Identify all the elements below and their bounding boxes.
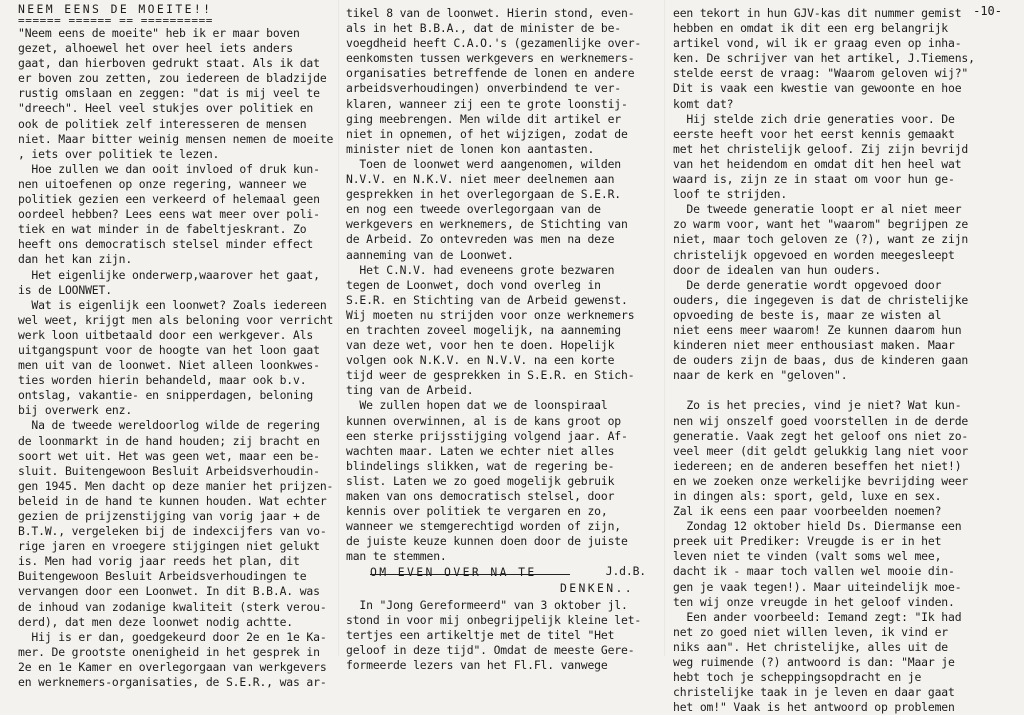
text-line: ting van de Arbeid.	[346, 383, 474, 398]
text-line: Na de tweede wereldoorlog wilde de regering	[18, 418, 320, 433]
text-line: men uit van de loonwet. Niet alleen loonkwes-	[18, 358, 320, 373]
text-line: heeft ons democratisch stelsel minder effect	[18, 237, 314, 252]
text-line: preek uit Prediker: Vreugde is er in het	[673, 534, 942, 549]
text-line: Het eigenlijke onderwerp,waarover het gaat,	[18, 267, 320, 282]
text-line: arbeidsverhoudingen) onverbindend te ver-	[346, 81, 622, 96]
text-line: tijd weer de gesprekken in S.E.R. en Stich-	[346, 368, 635, 383]
text-line: politiek gezien een verkeerd of helemaal geen	[18, 192, 320, 207]
page-fold-left	[338, 0, 340, 656]
text-line: rustig omslaan en zeggen: "dat is mij veel te	[18, 86, 320, 101]
article2-title-line2: DENKEN..	[560, 581, 635, 595]
text-line: "Neem eens de moeite" heb ik er maar boven	[18, 26, 300, 40]
text-line: ties worden hierin behandeld, maar ook b.v.	[18, 373, 307, 388]
text-line: gen je vaak tegen!). Maar uiteindelijk moe-	[673, 579, 962, 594]
text-line: niet in opnemen, of het wijzigen, zodat de	[346, 126, 628, 141]
text-line: man te stemmen.	[346, 549, 447, 564]
text-line: ten wij onze vreugde in het geloof vinden.	[673, 594, 955, 609]
page-number: -10-	[973, 4, 1002, 18]
text-line: aanneming van de Loonwet.	[346, 247, 514, 262]
text-line: tegen de Loonwet, doch vond overleg in	[346, 277, 601, 292]
text-line: wachten maar. Laten we echter niet alles	[346, 443, 615, 458]
text-line: volgen ook N.K.V. en N.V.V. na een korte	[346, 353, 615, 368]
text-line: is de LOONWET.	[18, 282, 112, 297]
text-line: De derde generatie wordt opgevoed door	[673, 277, 942, 292]
text-line: in dingen als: sport, geld, luxe en sex.	[673, 489, 942, 503]
text-line: slist. Laten we zo goed mogelijk gebruik	[346, 473, 615, 488]
text-line: uitgangspunt voor de hoogte van het loon gaat	[18, 342, 320, 357]
text-line: gaat, dan hierboven gedrukt staat. Als ik dat	[18, 56, 320, 71]
text-line: iedereen; en de anderen beseffen het niet!)	[673, 458, 962, 473]
text-line: loof te strijden.	[673, 187, 788, 202]
text-line: werk loon uitbetaald door een werkgever. Als	[18, 327, 314, 342]
text-line: Hoe zullen we dan ooit invloed of druk kun-	[18, 161, 320, 176]
text-line: "dreech". Heel veel stukjes over politiek en	[18, 101, 314, 116]
text-line: veel meer (dit geldt gelukkig lang niet voor	[673, 443, 969, 458]
text-line: geloof in deze tijd". Omdat de meeste Gere-	[346, 643, 635, 658]
text-line: niet eens meer waarom! Ze kunnen daarom hun	[673, 322, 962, 337]
text-line: en werknemers-organisaties, de S.E.R., was ar-	[18, 675, 327, 690]
text-line: bij overwerk enz.	[18, 403, 133, 418]
text-line: ken. De schrijver van het artikel, J.Tiemens,	[673, 51, 975, 66]
text-line: niks aan". Het christelijke, alles uit de	[673, 639, 949, 654]
article-title-underline: ====== ====== == ==========	[18, 14, 214, 27]
text-line: Hij is er dan, goedgekeurd door 2e en 1e Ka-	[18, 629, 327, 644]
text-line: ontslag, vakantie- en snipperdagen, beloning	[18, 388, 314, 403]
text-line: rige jaren en vroegere stijgingen niet gelukt	[18, 539, 320, 554]
text-line: als in het B.B.A., dat de minister de be-	[346, 21, 622, 36]
column-middle	[346, 6, 646, 580]
text-line: , iets over politiek te lezen.	[18, 146, 220, 161]
text-line: van het heidendom en omdat dit hen heel wat	[673, 156, 962, 171]
text-line: zo warm voor, want het "waarom" begrijpen ze	[673, 217, 969, 232]
text-line: en trachten zoveel mogelijk, na aanneming	[346, 322, 622, 337]
text-line: Dit is vaak een kwestie van gewoonte en hoe	[673, 81, 962, 96]
text-line: organisaties betreffende de lonen en andere	[346, 66, 635, 81]
text-line: er boven zou zetten, zou iedereen de bladzijde	[18, 71, 327, 86]
text-line: mer. De grootste onenigheid in het gesprek in	[18, 644, 320, 659]
text-line: Zondag 12 oktober hield Ds. Diermanse een	[673, 519, 962, 534]
text-line: naar de kerk en "geloven".	[673, 368, 848, 383]
text-line: generatie. Vaak zegt het geloof ons niet zo-	[673, 428, 969, 443]
text-line: een sterke prijsstijging volgend jaar. Af-	[346, 428, 628, 443]
text-line: We zullen hopen dat we de loonspiraal	[346, 398, 608, 413]
text-line: christelijk opgevoed en worden meegesleept	[673, 247, 955, 262]
text-line: ouders, die ingegeven is dat de christelijke	[673, 292, 969, 307]
text-line: vervangen door een Loonwet. In dit B.B.A. was	[18, 584, 320, 599]
column-left	[18, 26, 333, 690]
text-line: christelijke taak in je leven en daar gaat	[673, 685, 955, 700]
text-line: komt dat?	[673, 96, 734, 111]
text-line: en we zoeken onze werkelijke bevrijding weer	[673, 473, 969, 488]
text-line: tertjes een artikeltje met de titel "Het	[346, 628, 615, 643]
text-line: ook de politiek zelf interesseren de mensen	[18, 116, 307, 131]
text-line: de inhoud van zodanige kwaliteit (sterk verou-	[18, 599, 327, 614]
text-line: oordeel hebben? Lees eens wat meer over poli-	[18, 207, 320, 222]
article2-intro	[346, 598, 641, 673]
text-line: een tekort in hun GJV-kas dit nummer gemist	[673, 6, 962, 20]
text-line: eerste heeft voor het eerst kennis gemaakt	[673, 126, 955, 141]
text-line: derd), dat men deze loonwet nodig achtte.	[18, 614, 294, 629]
text-line: net zo goed niet willen leven, ik vind er	[673, 624, 949, 639]
text-line: kinderen niet meer enthousiast maken. Maar	[673, 338, 955, 353]
text-line: stond in voor mij onbegrijpelijk kleine let-	[346, 613, 642, 628]
text-line: nen uitoefenen op onze regering, wanneer we	[18, 176, 307, 191]
text-line: Wij moeten nu strijden voor onze werknemers	[346, 307, 635, 322]
text-line: van deze wet, voor hen te doen. Hopelijk	[346, 338, 615, 353]
text-line: niet. Maar bitter weinig mensen nemen de moeite	[18, 131, 334, 146]
text-line: en nog een tweede overlegorgaan van de	[346, 202, 601, 217]
text-line: Toen de loonwet werd aangenomen, wilden	[346, 156, 622, 171]
text-line: tiek en wat minder in de fabeltjeskrant. Zo	[18, 222, 307, 237]
text-line: de juiste keuze kunnen doen door de juiste	[346, 534, 628, 549]
column-right	[673, 6, 975, 715]
text-line: stelde eerst de vraag: "Waarom geloven wij?"	[673, 66, 969, 81]
author-signature: J.d.B.	[605, 564, 646, 579]
text-line: 2e en 1e Kamer en overlegorgaan van werkgevers	[18, 659, 327, 674]
text-line: gesprekken in het overlegorgaan de S.E.R.	[346, 187, 622, 202]
text-line: klaren, wanneer zij een te grote loonstij-	[346, 96, 628, 111]
text-line: nen wij onszelf goed voorstellen in de derde	[673, 413, 969, 428]
text-line: opvoeding de beste is, maar ze wisten al	[673, 307, 942, 322]
text-line: gezien de prijzenstijging van vorig jaar + de	[18, 509, 320, 523]
text-line: Een ander voorbeeld: Iemand zegt: "Ik had	[673, 609, 962, 624]
text-line: eenkomsten tussen werkgevers en werknemers-	[346, 51, 635, 66]
text-line: S.E.R. en Stichting van de Arbeid gewenst.	[346, 292, 628, 307]
text-line: Het C.N.V. had eveneens grote bezwaren	[346, 262, 615, 277]
text-line: formeerde lezers van het Fl.Fl. vanwege	[346, 658, 608, 673]
text-line: de ouders zijn de baas, dus de kinderen gaan	[673, 353, 969, 368]
text-line: kennis over politiek te vergaren en zo,	[346, 504, 608, 519]
text-line: de Arbeid. Zo ontevreden was men na deze	[346, 232, 615, 247]
text-line: hebt toch je scheppingsopdracht en je	[673, 670, 922, 685]
text-line: tikel 8 van de loonwet. Hierin stond, even-	[346, 6, 635, 20]
text-line: kunnen overwinnen, al is de kans groot op	[346, 413, 622, 428]
article2-title-line1: OM EVEN OVER NA TE	[370, 565, 537, 579]
text-line: Buitengewoon Besluit Arbeidsverhoudingen te	[18, 569, 307, 584]
text-line: maken van ons democratisch stelsel, door	[346, 489, 615, 503]
text-line: weg ruimende (?) antwoord is dan: "Maar je	[673, 655, 955, 670]
text-line: soort wet uit. Het was geen wet, maar een be-	[18, 448, 320, 463]
text-line: waard is, zijn ze in staat om voor hun ge-	[673, 172, 955, 187]
text-line: het om!" Vaak is het antwoord op problemen	[673, 700, 955, 715]
text-line: ging meebrengen. Men wilde dit artikel er	[346, 111, 622, 126]
text-line: B.T.W., vergeleken bij de indexcijfers van vo-	[18, 524, 327, 539]
text-line: Zal ik eens een paar voorbeelden noemen?	[673, 504, 942, 519]
text-line: N.V.V. en N.K.V. niet meer deelnemen aan	[346, 172, 615, 187]
text-line: door de idealen van hun ouders.	[673, 262, 881, 277]
article-title: NEEM EENS DE MOEITE!!	[18, 2, 213, 16]
text-line: hebben en omdat ik dit een erg belangrijk	[673, 21, 949, 36]
text-line: dacht ik - maar toch vallen wel mooie din-	[673, 564, 955, 579]
text-line: gen 1945. Men dacht op deze manier het prijzen-	[18, 478, 334, 493]
text-line: gezet, alhoewel het over heel iets anders	[18, 41, 294, 56]
text-line: dan het kan zijn.	[18, 252, 133, 267]
text-line: blindelings slikken, wat de regering be-	[346, 458, 615, 473]
text-line	[673, 383, 975, 398]
text-line: voegdheid heeft C.A.O.'s (gezamenlijke over-	[346, 36, 642, 51]
text-line: sluit. Buitengewoon Besluit Arbeidsverhoudin-	[18, 463, 320, 478]
text-line: In "Jong Gereformeerd" van 3 oktober jl.	[346, 598, 628, 612]
text-line: wanneer we stemgerechtigd worden of zijn,	[346, 519, 622, 534]
text-line: Zo is het precies, vind je niet? Wat kun-	[673, 398, 962, 413]
text-line: Hij stelde zich drie generaties voor. De	[673, 111, 955, 126]
text-line: is. Men had vorig jaar reeds het plan, dit	[18, 554, 300, 569]
text-line: werkgevers en werknemers, de Stichting van	[346, 217, 628, 232]
text-line: leven niet te vinden (valt soms wel mee,	[673, 549, 942, 564]
text-line: De tweede generatie loopt er al niet meer	[673, 202, 962, 217]
text-line: met het christelijk geloof. Zij zijn bevrijd	[673, 141, 969, 156]
text-line: niet, maar toch geloven ze (?), want ze zijn	[673, 232, 969, 247]
page-fold-right	[664, 0, 666, 656]
text-line: minister niet de lonen kon aantasten.	[346, 141, 595, 156]
text-line: Wat is eigenlijk een loonwet? Zoals iedereen	[18, 297, 327, 312]
text-line: wel weet, krijgt men als beloning voor verricht	[18, 312, 334, 327]
text-line: artikel vond, wil ik er graag even op inha-	[673, 36, 962, 51]
text-line: de loonmarkt in de hand houden; zij bracht en	[18, 433, 320, 448]
text-line: beleid in de hand te kunnen houden. Wat echter	[18, 493, 327, 508]
